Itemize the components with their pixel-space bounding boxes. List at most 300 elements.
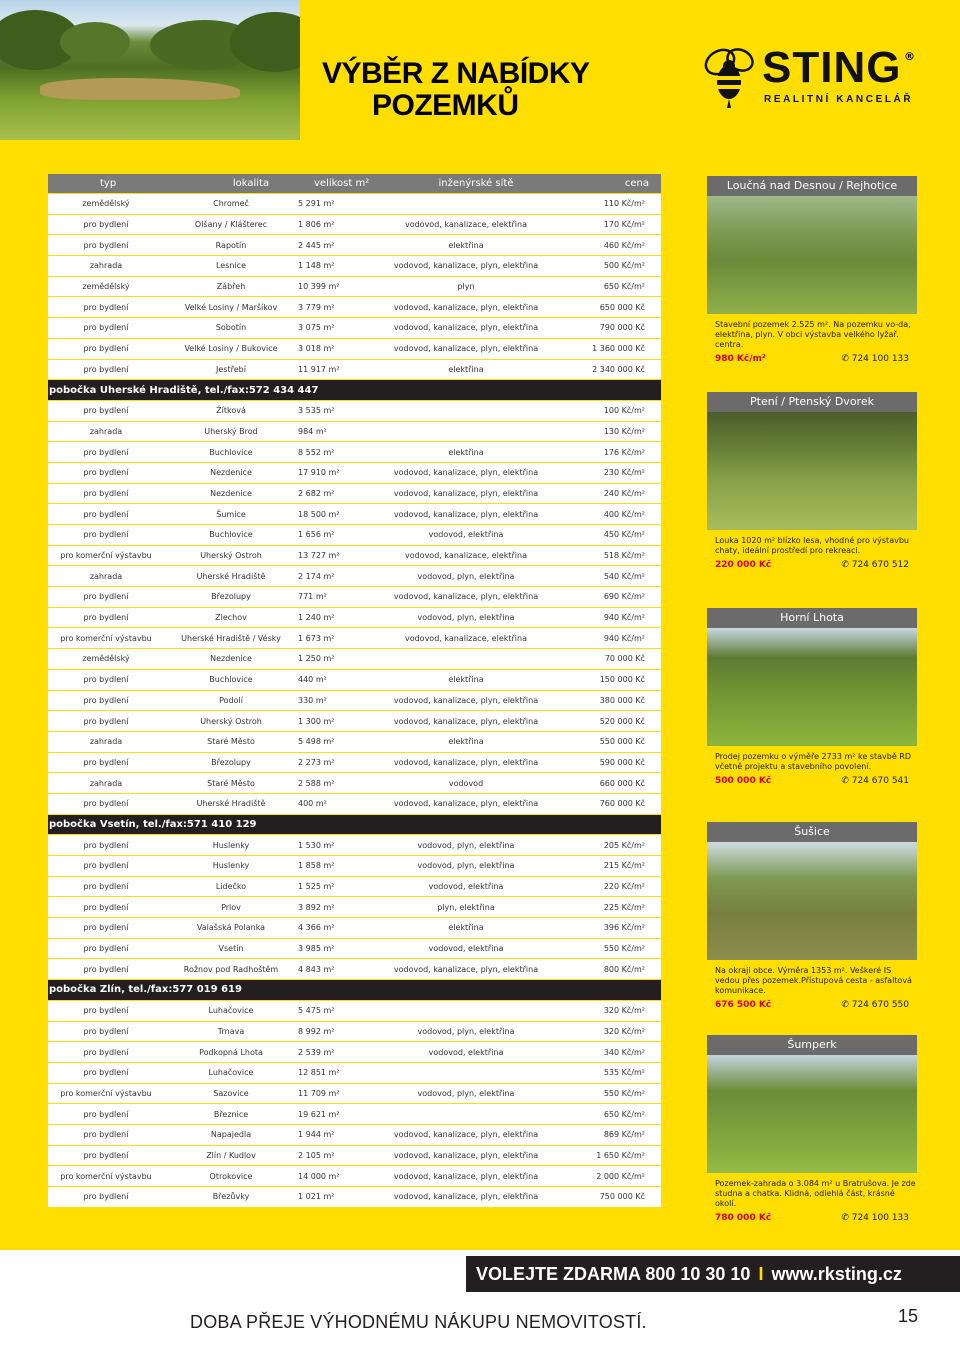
registered-mark: ®: [904, 50, 915, 63]
cell-site: vodovod, elektřina: [428, 1047, 504, 1057]
offer-price-row: [707, 776, 917, 786]
cell-velikost: 440 m²: [298, 675, 327, 685]
cell-site: plyn: [457, 282, 475, 292]
cell-site: elektřina: [448, 923, 484, 933]
cell-typ: pro bydlení: [83, 799, 129, 809]
table-row: [48, 422, 661, 443]
offer-card: [707, 392, 917, 570]
cell-site: vodovod, plyn, elektřina: [417, 840, 515, 850]
cell-cena: 650 000 Kč: [599, 302, 645, 312]
table-row: [48, 235, 661, 256]
cell-velikost: 8 992 m²: [298, 1026, 335, 1036]
cell-typ: pro bydlení: [83, 240, 129, 250]
cell-typ: pro bydlení: [83, 530, 129, 540]
cell-velikost: 2 273 m²: [298, 757, 335, 767]
cell-cena: 205 Kč/m²: [603, 840, 645, 850]
cell-velikost: 2 105 m²: [298, 1150, 335, 1160]
call-bar: [466, 1256, 960, 1292]
offer-photo: [707, 1055, 917, 1173]
cell-velikost: 14 000 m²: [298, 1171, 340, 1181]
table-row: [48, 877, 661, 898]
table-row: [48, 1125, 661, 1146]
cell-site: elektřina: [448, 675, 484, 685]
table-row: [48, 711, 661, 732]
table-header: [48, 174, 661, 194]
cell-lokalita: Uherský Ostroh: [200, 716, 262, 726]
cell-lokalita: Podkopná Lhota: [199, 1047, 263, 1057]
cell-cena: 520 000 Kč: [599, 716, 645, 726]
cell-typ: pro bydlení: [83, 613, 129, 623]
cell-cena: 320 Kč/m²: [603, 1026, 645, 1036]
cell-typ: pro bydlení: [83, 344, 129, 354]
cell-velikost: 1 530 m²: [298, 840, 335, 850]
cell-typ: pro bydlení: [83, 302, 129, 312]
bar-separator: I: [758, 1264, 764, 1284]
cell-site: vodovod, kanalizace, plyn, elektřina: [393, 468, 539, 478]
cell-velikost: 11 709 m²: [298, 1088, 340, 1098]
cell-typ: pro bydlení: [83, 406, 129, 416]
cell-cena: 940 Kč/m²: [603, 633, 645, 643]
header-site: inženýrské sítě: [438, 178, 514, 189]
cell-velikost: 19 621 m²: [298, 1109, 340, 1119]
cell-site: elektřina: [448, 447, 484, 457]
cell-lokalita: Zábřeh: [216, 282, 246, 292]
cell-cena: 750 000 Kč: [599, 1192, 645, 1202]
offer-description: Stavební pozemek 2.525 m². Na pozemku vo-da, elektřina, plyn. V obci výstavba velkého lyžař. centra.: [715, 320, 911, 349]
cell-typ: pro bydlení: [83, 1068, 129, 1078]
cell-lokalita: Zlín / Kudlov: [206, 1150, 256, 1160]
cell-lokalita: Rapotín: [215, 240, 247, 250]
land-table: [48, 174, 661, 1208]
table-row: [48, 1084, 661, 1105]
offer-phone: 724 670 512: [851, 560, 909, 570]
cell-velikost: 13 727 m²: [298, 551, 340, 561]
offer-price-row: [707, 1000, 917, 1010]
cell-typ: pro bydlení: [83, 468, 129, 478]
cell-typ: zahrada: [89, 737, 123, 747]
offer-description: Prodej pozemku o výměře 2733 m² ke stavbě RD včetně projektu a stavebního povolení.: [715, 752, 912, 771]
cell-lokalita: Jestřebí: [216, 364, 246, 374]
cell-site: vodovod, kanalizace, plyn, elektřina: [393, 509, 539, 519]
cell-cena: 240 Kč/m²: [603, 488, 645, 498]
offer-phone: 724 100 133: [851, 1213, 909, 1223]
cell-velikost: 4 366 m²: [298, 923, 335, 933]
cell-lokalita: Staré Město: [207, 737, 255, 747]
cell-typ: pro bydlení: [83, 757, 129, 767]
cell-lokalita: Uherský Brod: [204, 426, 258, 436]
table-row: [48, 1063, 661, 1084]
offer-description: Pozemek-zahrada o 3.084 m² u Bratrušova. Je zde studna a chatka. Klidná, odlehlá část, krásné okolí.: [715, 1179, 916, 1208]
header-lokalita: lokalita: [232, 178, 270, 189]
cell-typ: pro bydlení: [83, 1026, 129, 1036]
cell-cena: 380 000 Kč: [599, 695, 645, 705]
cell-velikost: 400 m²: [298, 799, 327, 809]
header-velikost: velikost m²: [314, 178, 370, 189]
cell-velikost: 1 240 m²: [298, 613, 335, 623]
cell-lokalita: Napajedla: [210, 1130, 252, 1140]
cell-cena: 590 000 Kč: [599, 757, 645, 767]
cell-cena: 340 Kč/m²: [603, 1047, 645, 1057]
cell-lokalita: Huslenky: [212, 840, 250, 850]
cell-typ: pro bydlení: [83, 675, 129, 685]
cell-typ: zahrada: [89, 426, 123, 436]
cell-lokalita: Otrokovice: [209, 1171, 253, 1181]
cell-velikost: 3 535 m²: [298, 406, 335, 416]
table-row: [48, 691, 661, 712]
cell-site: vodovod, kanalizace, plyn, elektřina: [393, 695, 539, 705]
cell-site: vodovod, elektřina: [428, 530, 504, 540]
cell-velikost: 3 018 m²: [298, 344, 335, 354]
cell-velikost: 1 300 m²: [298, 716, 335, 726]
cell-velikost: 3 779 m²: [298, 302, 335, 312]
cell-cena: 1 360 000 Kč: [592, 344, 645, 354]
cell-typ: pro bydlení: [83, 592, 129, 602]
branch-header: pobočka Uherské Hradiště, tel./fax:572 434 447: [48, 380, 661, 401]
logo-text: STING: [762, 43, 902, 92]
cell-velikost: 771 m²: [298, 592, 327, 602]
offer-price: 980 Kč/m²: [715, 354, 766, 364]
offer-heading: Horní Lhota: [707, 608, 917, 628]
cell-lokalita: Luhačovice: [208, 1006, 254, 1016]
cell-typ: pro komerční výstavbu: [60, 551, 152, 561]
offer-photo: [707, 628, 917, 746]
cell-cena: 550 Kč/m²: [603, 1088, 645, 1098]
table-row: [48, 1104, 661, 1125]
cell-site: vodovod, elektřina: [428, 882, 504, 892]
cell-cena: 110 Kč/m²: [603, 199, 645, 209]
offer-price: 500 000 Kč: [715, 776, 772, 786]
cell-lokalita: Lidečko: [215, 882, 247, 892]
cell-cena: 170 Kč/m²: [603, 220, 645, 230]
cell-site: vodovod, kanalizace, elektřina: [404, 551, 528, 561]
offer-price: 220 000 Kč: [715, 560, 772, 570]
table-row: [48, 360, 661, 381]
table-row: [48, 546, 661, 567]
cell-velikost: 17 910 m²: [298, 468, 340, 478]
cell-site: vodovod, plyn, elektřina: [417, 571, 515, 581]
cell-lokalita: Nezdenice: [210, 488, 252, 498]
cell-typ: pro komerční výstavbu: [60, 1088, 152, 1098]
cell-site: vodovod, kanalizace, plyn, elektřina: [393, 261, 539, 271]
cell-lokalita: Olšany / Klášterec: [194, 220, 268, 230]
phone-icon: ✆: [841, 776, 852, 786]
table-row: [48, 566, 661, 587]
offer-photo: [707, 842, 917, 960]
cell-cena: 1 650 Kč/m²: [596, 1150, 645, 1160]
cell-site: vodovod, plyn, elektřina: [417, 1088, 515, 1098]
branch-header: pobočka Vsetín, tel./fax:571 410 129: [48, 815, 661, 836]
table-row: [48, 649, 661, 670]
offer-card: [707, 176, 917, 364]
cell-cena: 230 Kč/m²: [603, 468, 645, 478]
sting-logo: [700, 40, 920, 116]
bee-icon: [700, 44, 758, 110]
cell-lokalita: Nezdenice: [210, 654, 252, 664]
cell-typ: pro bydlení: [83, 1150, 129, 1160]
offer-price: 676 500 Kč: [715, 1000, 772, 1010]
cell-velikost: 11 917 m²: [298, 364, 340, 374]
cell-site: elektřina: [448, 364, 484, 374]
cell-typ: zahrada: [89, 778, 123, 788]
cell-cena: 535 Kč/m²: [603, 1068, 645, 1078]
offer-description: Na okraji obce. Výměra 1353 m². Veškeré IS vedou přes pozemek.Přístupová cesta - asfaltová komunikace.: [715, 966, 912, 995]
cell-site: vodovod, kanalizace, plyn, elektřina: [393, 344, 539, 354]
cell-cena: 2 000 Kč/m²: [596, 1171, 645, 1181]
cell-site: vodovod, kanalizace, elektřina: [404, 220, 528, 230]
cell-lokalita: Buchlovice: [209, 675, 253, 685]
cell-lokalita: Uherské Hradiště / Vésky: [181, 633, 281, 643]
page-title: [322, 58, 590, 122]
cell-typ: pro bydlení: [83, 220, 129, 230]
cell-site: vodovod, kanalizace, plyn, elektřina: [393, 1150, 539, 1160]
cell-typ: pro bydlení: [83, 964, 129, 974]
slogan: DOBA PŘEJE VÝHODNÉMU NÁKUPU NEMOVITOSTÍ.: [190, 1312, 647, 1332]
cell-lokalita: Staré Město: [207, 778, 255, 788]
cell-cena: 760 000 Kč: [599, 799, 645, 809]
offer-heading: Loučná nad Desnou / Rejhotice: [707, 176, 917, 196]
offer-card: [707, 822, 917, 1010]
offer-photo: [707, 412, 917, 530]
table-row: [48, 277, 661, 298]
table-row: [48, 670, 661, 691]
cell-lokalita: Březolupy: [211, 757, 251, 767]
cell-velikost: 2 588 m²: [298, 778, 335, 788]
cell-lokalita: Prlov: [221, 902, 241, 912]
table-row: [48, 463, 661, 484]
table-row: [48, 1146, 661, 1167]
cell-typ: pro bydlení: [83, 716, 129, 726]
cell-cena: 940 Kč/m²: [603, 613, 645, 623]
table-row: [48, 608, 661, 629]
offer-heading: Šušice: [707, 822, 917, 842]
cell-velikost: 5 475 m²: [298, 1006, 335, 1016]
cell-typ: zahrada: [89, 571, 123, 581]
cell-velikost: 2 445 m²: [298, 240, 335, 250]
cell-typ: pro bydlení: [83, 902, 129, 912]
cell-site: elektřina: [448, 240, 484, 250]
cell-cena: 660 000 Kč: [599, 778, 645, 788]
table-row: [48, 484, 661, 505]
cell-lokalita: Luhačovice: [208, 1068, 254, 1078]
cell-typ: pro bydlení: [83, 882, 129, 892]
offer-card: [707, 608, 917, 786]
cell-typ: pro bydlení: [83, 1047, 129, 1057]
cell-lokalita: Valašská Polanka: [196, 923, 266, 933]
cell-site: vodovod: [448, 778, 484, 788]
cell-cena: 540 Kč/m²: [603, 571, 645, 581]
phone-icon: ✆: [841, 1000, 852, 1010]
table-row: [48, 773, 661, 794]
offer-description: Louka 1020 m² blízko lesa, vhodné pro výstavbu chaty, ideální prostředí pro rekreaci.: [715, 536, 909, 555]
table-row: [48, 297, 661, 318]
cell-velikost: 12 851 m²: [298, 1068, 340, 1078]
offer-phone-wrap: [841, 1000, 909, 1010]
cell-site: elektřina: [448, 737, 484, 747]
cell-site: vodovod, plyn, elektřina: [417, 861, 515, 871]
cell-velikost: 3 985 m²: [298, 944, 335, 954]
cell-velikost: 3 892 m²: [298, 902, 335, 912]
cell-site: vodovod, plyn, elektřina: [417, 613, 515, 623]
cell-lokalita: Březnice: [213, 1109, 249, 1119]
cell-site: vodovod, kanalizace, plyn, elektřina: [393, 302, 539, 312]
table-row: [48, 442, 661, 463]
offer-phone-wrap: [841, 354, 909, 364]
cell-typ: pro bydlení: [83, 509, 129, 519]
table-row: [48, 194, 661, 215]
cell-typ: pro bydlení: [83, 840, 129, 850]
table-row: [48, 897, 661, 918]
cell-site: vodovod, kanalizace, plyn, elektřina: [393, 1171, 539, 1181]
cell-site: vodovod, kanalizace, plyn, elektřina: [393, 799, 539, 809]
cell-cena: 396 Kč/m²: [603, 923, 645, 933]
branch-header: pobočka Zlín, tel./fax:577 019 619: [48, 980, 661, 1001]
cell-lokalita: Sobotín: [215, 323, 247, 333]
cell-cena: 460 Kč/m²: [603, 240, 645, 250]
cell-cena: 320 Kč/m²: [603, 1006, 645, 1016]
cell-velikost: 5 291 m²: [298, 199, 335, 209]
header-cena: cena: [624, 178, 649, 189]
cell-lokalita: Trnava: [217, 1026, 245, 1036]
cell-typ: pro bydlení: [83, 447, 129, 457]
cell-site: vodovod, plyn, elektřina: [417, 1026, 515, 1036]
cell-lokalita: Žítková: [216, 406, 246, 416]
cell-cena: 650 Kč/m²: [603, 282, 645, 292]
offer-price-row: [707, 354, 917, 364]
phone-icon: ✆: [841, 1213, 852, 1223]
title-line-2: POZEMKŮ: [372, 89, 519, 122]
table-row: [48, 835, 661, 856]
cell-lokalita: Zlechov: [215, 613, 247, 623]
cell-lokalita: Vsetín: [218, 944, 244, 954]
table-row: [48, 587, 661, 608]
cell-typ: zahrada: [89, 261, 123, 271]
call-free: VOLEJTE ZDARMA 800 10 30 10: [476, 1264, 751, 1284]
offer-phone: 724 670 541: [851, 776, 909, 786]
cell-typ: pro bydlení: [83, 1192, 129, 1202]
cell-velikost: 984 m²: [298, 426, 327, 436]
cell-cena: 176 Kč/m²: [603, 447, 645, 457]
cell-typ: pro bydlení: [83, 1109, 129, 1119]
offer-phone-wrap: [841, 776, 909, 786]
cell-cena: 690 Kč/m²: [603, 592, 645, 602]
cell-cena: 450 Kč/m²: [603, 530, 645, 540]
table-body: [48, 194, 661, 1208]
table-row: [48, 628, 661, 649]
cell-lokalita: Uherské Hradiště: [196, 571, 266, 581]
cell-site: plyn, elektřina: [437, 902, 495, 912]
table-row: [48, 959, 661, 980]
phone-icon: ✆: [841, 354, 852, 364]
cell-lokalita: Březolupy: [211, 592, 251, 602]
offer-phone-wrap: [841, 560, 909, 570]
cell-lokalita: Buchlovice: [209, 447, 253, 457]
cell-lokalita: Nezdenice: [210, 468, 252, 478]
cell-cena: 650 Kč/m²: [603, 1109, 645, 1119]
website-link[interactable]: www.rksting.cz: [771, 1264, 902, 1284]
cell-typ: pro bydlení: [83, 364, 129, 374]
offer-price-row: [707, 560, 917, 570]
cell-typ: pro bydlení: [83, 695, 129, 705]
table-row: [48, 318, 661, 339]
table-row: [48, 753, 661, 774]
cell-velikost: 1 673 m²: [298, 633, 335, 643]
cell-lokalita: Uherské Hradiště: [196, 799, 266, 809]
cell-typ: pro bydlení: [83, 861, 129, 871]
cell-site: vodovod, kanalizace, plyn, elektřina: [393, 757, 539, 767]
offer-phone-wrap: [841, 1213, 909, 1223]
table-row: [48, 1166, 661, 1187]
cell-velikost: 1 806 m²: [298, 220, 335, 230]
table-row: [48, 1042, 661, 1063]
table-row: [48, 856, 661, 877]
cell-velikost: 2 539 m²: [298, 1047, 335, 1057]
cell-typ: pro bydlení: [83, 923, 129, 933]
table-row: [48, 256, 661, 277]
cell-cena: 70 000 Kč: [604, 654, 645, 664]
cell-typ: zemědělský: [82, 282, 130, 292]
landscape-photo: [0, 0, 300, 140]
cell-cena: 225 Kč/m²: [603, 902, 645, 912]
cell-velikost: 10 399 m²: [298, 282, 340, 292]
cell-site: vodovod, elektřina: [428, 944, 504, 954]
cell-velikost: 3 075 m²: [298, 323, 335, 333]
offer-card: [707, 1035, 917, 1223]
cell-cena: 800 Kč/m²: [603, 964, 645, 974]
cell-site: vodovod, kanalizace, plyn, elektřina: [393, 716, 539, 726]
header-typ: typ: [100, 178, 117, 189]
cell-cena: 150 000 Kč: [599, 675, 645, 685]
cell-typ: pro komerční výstavbu: [60, 633, 152, 643]
cell-site: vodovod, kanalizace, plyn, elektřina: [393, 323, 539, 333]
cell-site: vodovod, kanalizace, elektřina: [404, 633, 528, 643]
table-row: [48, 504, 661, 525]
cell-cena: 400 Kč/m²: [603, 509, 645, 519]
table-row: [48, 401, 661, 422]
cell-velikost: 4 843 m²: [298, 964, 335, 974]
cell-typ: pro komerční výstavbu: [60, 1171, 152, 1181]
table-row: [48, 732, 661, 753]
cell-lokalita: Březůvky: [212, 1192, 250, 1202]
table-row: [48, 794, 661, 815]
cell-site: vodovod, kanalizace, plyn, elektřina: [393, 488, 539, 498]
cell-cena: 130 Kč/m²: [603, 426, 645, 436]
cell-velikost: 1 148 m²: [298, 261, 335, 271]
table-row: [48, 939, 661, 960]
cell-velikost: 1 021 m²: [298, 1192, 335, 1202]
cell-site: vodovod, kanalizace, plyn, elektřina: [393, 964, 539, 974]
cell-lokalita: Huslenky: [212, 861, 250, 871]
cell-cena: 500 Kč/m²: [603, 261, 645, 271]
table-row: [48, 1022, 661, 1043]
cell-velikost: 2 682 m²: [298, 488, 335, 498]
cell-lokalita: Uherský Ostroh: [200, 551, 262, 561]
table-row: [48, 525, 661, 546]
offer-heading: Šumperk: [707, 1035, 917, 1055]
cell-velikost: 1 656 m²: [298, 530, 335, 540]
cell-lokalita: Velké Losiny / Maršíkov: [184, 302, 278, 312]
cell-cena: 550 000 Kč: [599, 737, 645, 747]
offer-price-row: [707, 1213, 917, 1223]
table-row: [48, 918, 661, 939]
logo-subtitle: REALITNÍ KANCELÁŘ: [764, 94, 914, 105]
cell-velikost: 1 525 m²: [298, 882, 335, 892]
cell-typ: pro bydlení: [83, 323, 129, 333]
cell-lokalita: Šumice: [216, 509, 246, 519]
cell-lokalita: Buchlovice: [209, 530, 253, 540]
cell-site: vodovod, kanalizace, plyn, elektřina: [393, 592, 539, 602]
cell-typ: pro bydlení: [83, 488, 129, 498]
cell-velikost: 1 250 m²: [298, 654, 335, 664]
